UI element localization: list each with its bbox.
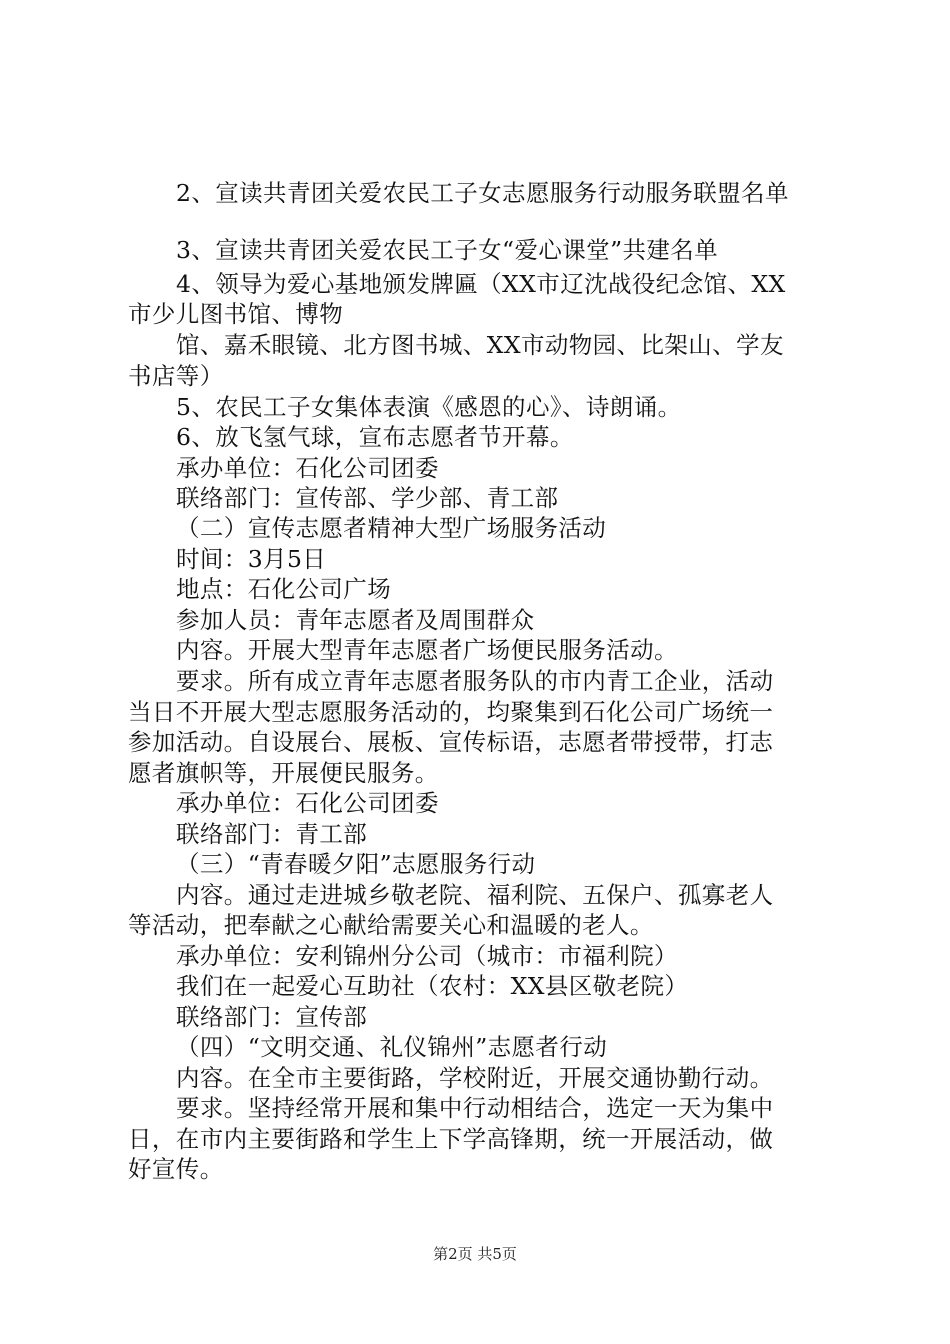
text-line: 3、宣读共青团关爱农民工子女“爱心课堂”共建名单: [176, 236, 719, 264]
text-line: 内容。在全市主要街路，学校附近，开展交通协勤行动。: [176, 1064, 774, 1092]
text-line: 联络部门：宣传部、学少部、青工部: [176, 484, 559, 512]
text-line: 承办单位：石化公司团委: [176, 789, 439, 817]
text-line: 馆、嘉禾眼镜、北方图书城、XX市动物园、比架山、学友: [176, 331, 784, 359]
text-line: 我们在一起爱心互助社（农村：XX县区敬老院）: [176, 972, 689, 1000]
text-line: 参加人员：青年志愿者及周围群众: [176, 606, 535, 634]
text-line: 6、放飞氢气球，宣布志愿者节开幕。: [176, 423, 574, 451]
text-line: 要求。坚持经常开展和集中行动相结合，选定一天为集中: [176, 1094, 774, 1122]
text-line: 承办单位：安利锦州分公司（城市：市福利院）: [176, 942, 678, 970]
section-heading: （四）“文明交通、礼仪锦州”志愿者行动: [176, 1033, 608, 1061]
text-line: 4、领导为爱心基地颁发牌匾（XX市辽沈战役纪念馆、XX: [176, 270, 786, 298]
text-line: 好宣传。: [128, 1155, 224, 1183]
text-line: 市少儿图书馆、博物: [128, 300, 344, 328]
text-line: 等活动，把奉献之心献给需要关心和温暖的老人。: [128, 911, 654, 939]
page-footer: 第2页 共5页: [433, 1245, 517, 1263]
text-line: 书店等）: [128, 362, 224, 390]
section-heading: （二）宣传志愿者精神大型广场服务活动: [176, 514, 607, 542]
text-line: 时间：3月5日: [176, 545, 327, 573]
text-line: 地点：石化公司广场: [176, 575, 392, 603]
text-line: 承办单位：石化公司团委: [176, 454, 439, 482]
text-line: 参加活动。自设展台、展板、宣传标语，志愿者带授带，打志: [128, 728, 774, 756]
text-line: 内容。开展大型青年志愿者广场便民服务活动。: [176, 636, 678, 664]
text-line: 联络部门：宣传部: [176, 1003, 368, 1031]
text-line: 2、宣读共青团关爱农民工子女志愿服务行动服务联盟名单: [176, 179, 789, 207]
text-line: 要求。所有成立青年志愿者服务队的市内青工企业，活动: [176, 667, 774, 695]
text-line: 日，在市内主要街路和学生上下学高锋期，统一开展活动，做: [128, 1125, 774, 1153]
section-heading: （三）“青春暖夕阳”志愿服务行动: [176, 850, 536, 878]
text-line: 联络部门：青工部: [176, 820, 368, 848]
text-line: 当日不开展大型志愿服务活动的，均聚集到石化公司广场统一: [128, 698, 774, 726]
text-line: 5、农民工子女集体表演《感恩的心》、诗朗诵。: [176, 393, 682, 421]
text-line: 愿者旗帜等，开展便民服务。: [128, 759, 439, 787]
text-line: 内容。通过走进城乡敬老院、福利院、五保户、孤寡老人: [176, 881, 774, 909]
